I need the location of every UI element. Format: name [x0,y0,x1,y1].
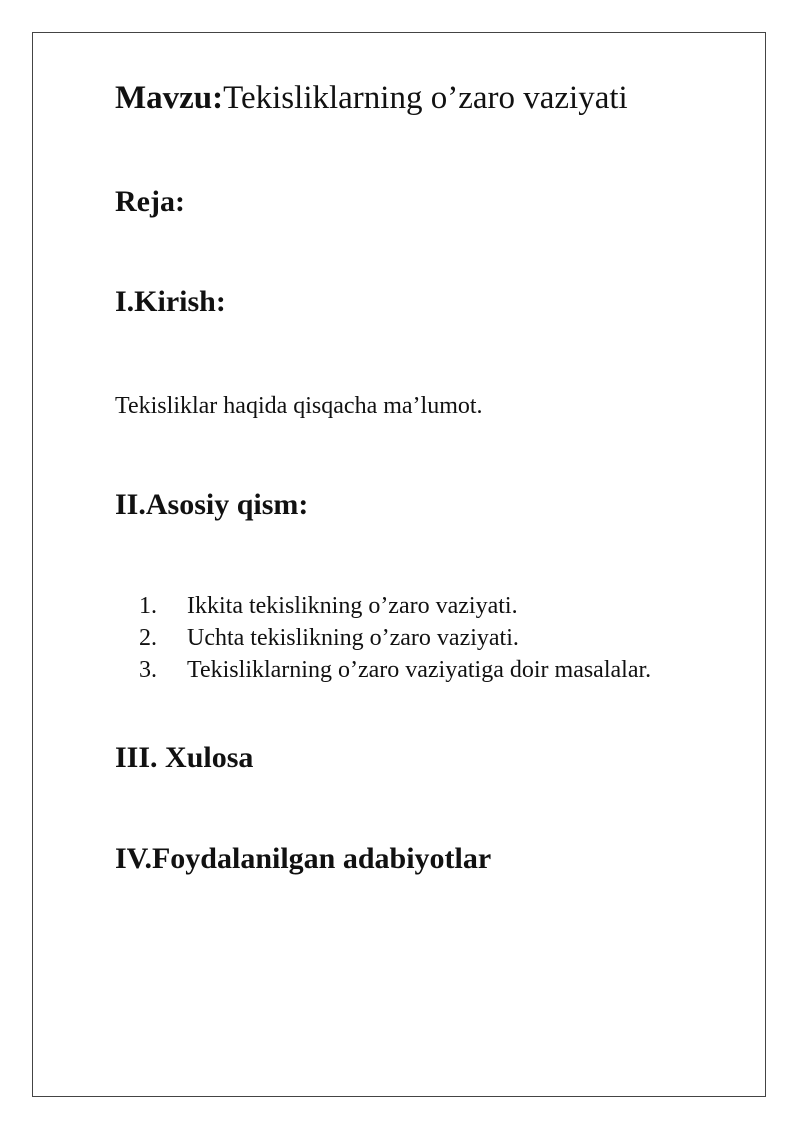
main-part-list [115,590,651,686]
list-item-number: 1. [139,593,157,619]
references-heading: IV.Foydalanilgan adabiyotlar [115,842,492,875]
topic-title: Tekisliklarning o’zaro vaziyati [223,80,628,116]
list-item [115,654,651,686]
list-item-number: 2. [139,625,157,651]
list-item-number: 3. [139,657,157,683]
conclusion-heading: III. Xulosa [115,741,254,774]
list-item [115,622,651,654]
list-item-text: Ikkita tekislikning o’zaro vaziyati. [187,593,518,619]
list-item-text: Tekisliklarning o’zaro vaziyatiga doir masalalar. [187,657,652,683]
plan-heading: Reja: [115,185,185,218]
topic-line [115,78,628,118]
main-part-heading: II.Asosiy qism: [115,488,309,521]
list-item [115,590,651,622]
list-item-text: Uchta tekislikning o’zaro vaziyati. [187,625,519,651]
topic-label: Mavzu: [115,80,224,116]
intro-text: Tekisliklar haqida qisqacha ma’lumot. [115,393,483,419]
intro-heading: I.Kirish: [115,285,226,318]
